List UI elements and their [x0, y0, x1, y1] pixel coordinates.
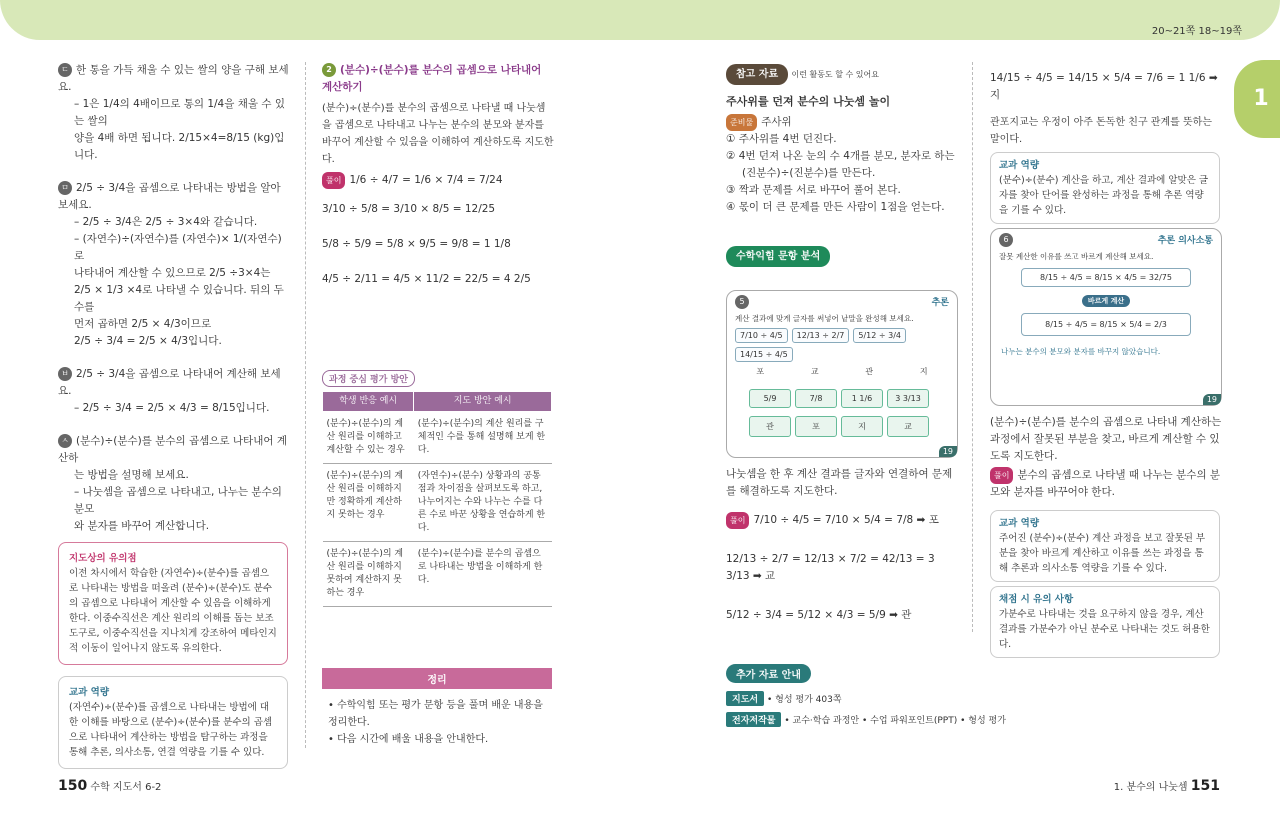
- competency-body: (자연수)÷(분수)를 곱셈으로 나타내는 방법에 대한 이해를 바탕으로 (분수)÷(분수)를 분수의 곱셈으로 나타내어 계산하는 방법을 탐구하는 과정을 통해 추론, 의사소통, 연결 역량을 기를 수 있다.: [69, 702, 273, 758]
- solution-label: 풀이: [726, 512, 749, 529]
- step: ④ 몫이 더 큰 문제를 만든 사람이 1점을 얻는다.: [726, 201, 945, 213]
- expression-chip: 5/12 ÷ 3/4: [853, 328, 906, 343]
- solution-label: 풀이: [322, 172, 345, 189]
- competency-body: (분수)÷(분수) 계산을 하고, 계산 결과에 알맞은 글자를 찾아 단어를 완성하는 과정을 통해 추론 역량을 기를 수 있다.: [999, 175, 1209, 216]
- exercise-desc: 나눗셈을 한 후 계산 결과를 글자와 연결하여 문제를 해결하도록 지도한다.: [726, 468, 953, 497]
- mid-column: [322, 62, 554, 288]
- competency-box: [990, 510, 1220, 582]
- answer-line: – 2/5 ÷ 3/4은 2/5 ÷ 3×4와 같습니다.: [74, 216, 258, 228]
- extra-item: • 교수·학습 과정안 • 수업 파워포인트(PPT) • 형성 평가: [784, 716, 1006, 726]
- expression-chip: 7/10 ÷ 4/5: [735, 328, 788, 343]
- solution-label: 풀이: [990, 467, 1013, 484]
- table-cell: (분수)÷(분수)의 계산 원리를 이해하지만 정확하게 계산하지 못하는 경우: [323, 464, 414, 542]
- question-text-cont: 는 방법을 설명해 보세요.: [74, 469, 189, 481]
- grading-box: [990, 586, 1220, 658]
- value-chip: 7/8: [795, 389, 837, 408]
- chapter-tab: 1: [1234, 60, 1280, 138]
- footer-right: [1114, 778, 1220, 794]
- right-column-2: [990, 70, 1222, 148]
- extra-tag: 지도서: [726, 691, 764, 706]
- equation: 14/15 ÷ 4/5 = 14/15 × 5/4 = 7/6 = 1 1/6 ➡ 지: [990, 72, 1218, 101]
- extra-title: 추가 자료 안내: [726, 664, 811, 683]
- step: (진분수)÷(진분수)를 만든다.: [742, 167, 876, 179]
- question-mark: ㅁ: [58, 181, 72, 195]
- lesson-desc: (분수)÷(분수)를 분수의 곱셈으로 나타낼 때 나눗셈을 곱셈으로 나타내고 나누는 분수의 분모와 분자를 바꾸어 계산할 수 있음을 이해하여 계산하도록 지도한다.: [322, 103, 554, 165]
- equation: 3/10 ÷ 5/8 = 3/10 × 8/5 = 12/25: [322, 203, 496, 215]
- value-chip: 3 3/13: [887, 389, 929, 408]
- letter: 지: [919, 367, 928, 376]
- summary-item: • 다음 시간에 배울 내용을 안내한다.: [328, 734, 489, 745]
- wrong-calc: 8/15 ÷ 4/5 = 8/15 × 4/5 = 32/75: [1021, 268, 1191, 287]
- meaning: 관포지교는 우정이 아주 돈독한 친구 관계를 뜻하는 말이다.: [990, 117, 1212, 145]
- question-mark: ㅂ: [58, 367, 72, 381]
- expression-chip: 14/15 ÷ 4/5: [735, 347, 793, 362]
- letter: 포: [756, 367, 765, 376]
- answer-line: 나타내어 계산할 수 있으므로 2/5 ÷3×4는: [74, 267, 271, 279]
- table-cell: (분수)÷(분수)의 계산 원리를 이해하고 계산할 수 있는 경우: [323, 412, 414, 464]
- assessment-section: [322, 370, 554, 607]
- table-row: [323, 412, 552, 464]
- answer-line: 와 분자를 바꾸어 계산합니다.: [74, 520, 210, 532]
- competency-box: [990, 152, 1220, 224]
- summary-item: • 수학익힘 또는 평가 문항 등을 풀며 배운 내용을 정리한다.: [328, 700, 543, 728]
- card-tag: 추론: [931, 298, 949, 308]
- lesson-title: (분수)÷(분수)를 분수의 곱셈으로 나타내어 계산하기: [322, 64, 542, 93]
- answer-line: – (자연수)÷(자연수)를 (자연수)× 1/(자연수)로: [74, 233, 282, 262]
- exercise-desc: (분수)÷(분수)를 분수의 곱셈으로 나타내 계산하는 과정에서 잘못된 부분을 찾고, 바르게 계산할 수 있도록 지도한다.: [990, 416, 1222, 462]
- question-g: [58, 433, 290, 535]
- chapter-title: 1. 분수의 나눗셈: [1113, 782, 1188, 793]
- note-title: 지도상의 유의점: [69, 553, 137, 564]
- right-calc: 8/15 ÷ 4/5 = 8/15 × 5/4 = 2/3: [1021, 313, 1191, 336]
- answer-chip: 관: [749, 416, 791, 437]
- book-title: 수학 지도서 6-2: [90, 782, 162, 793]
- grading-body: 가분수로 나타내는 것을 요구하지 않을 경우, 계산 결과를 가분수가 아닌 분수로 나타내는 것도 허용한다.: [999, 609, 1210, 650]
- extra-item: • 형성 평가 403쪽: [766, 695, 842, 705]
- extra-tag: 전자저작물: [726, 712, 781, 727]
- equation: 5/12 ÷ 3/4 = 5/12 × 4/3 = 5/9 ➡ 관: [726, 609, 912, 621]
- card-tag: 의사소통: [1178, 236, 1213, 246]
- competency-title: 교과 역량: [999, 518, 1040, 529]
- exercise-card-6: [990, 228, 1222, 406]
- summary-title: 정리: [322, 668, 552, 689]
- card-number: 5: [735, 295, 749, 309]
- top-band: [0, 0, 1280, 40]
- letter: 교: [810, 367, 819, 376]
- footer-left: [58, 778, 161, 794]
- answer-line: 먼저 곱하면 2/5 × 4/3이므로: [74, 318, 212, 330]
- answer-chip: 지: [841, 416, 883, 437]
- prep-label: 준비물: [726, 114, 757, 131]
- reason: 나누는 분수의 분모와 분자를 바꾸지 않았습니다.: [1001, 347, 1161, 356]
- table-header: 지도 방안 예시: [414, 392, 552, 412]
- page-number: 150: [58, 778, 88, 794]
- answer-line: 양을 4배 하면 됩니다. 2/15×4=8/15 (kg)입니다.: [74, 132, 285, 161]
- right-column-1-lower: [726, 466, 958, 624]
- competency-body: 주어진 (분수)÷(분수) 계산 과정을 보고 잘못된 부분을 찾아 바르게 계산하고 이유를 쓰는 과정을 통해 추론과 의사소통 역량을 기를 수 있다.: [999, 533, 1206, 574]
- competency-box: [58, 676, 288, 769]
- answer-line: 2/5 × 1/3 ×4로 나타낼 수 있습니다. 뒤의 두 수를: [74, 284, 284, 313]
- extra-materials: [726, 664, 1226, 727]
- question-d: [58, 62, 290, 164]
- table-header: 학생 반응 예시: [323, 392, 414, 412]
- question-mark: ㅅ: [58, 434, 72, 448]
- answer-line: – 나눗셈을 곱셈으로 나타내고, 나누는 분수의 분모: [74, 486, 282, 515]
- question-text: 2/5 ÷ 3/4을 곱셈으로 나타내는 방법을 알아보세요.: [58, 182, 281, 211]
- summary-section: [322, 668, 552, 748]
- table-row: [323, 464, 552, 542]
- value-chip: 1 1/6: [841, 389, 883, 408]
- step: ③ 짝과 문제를 서로 바꾸어 풀어 본다.: [726, 184, 901, 196]
- right-column-1: [726, 64, 958, 267]
- table-cell: (자연수)÷(분수) 상황과의 공통점과 차이점을 살펴보도록 하고, 나누어지는 수와 나누는 수를 다른 수로 바꾼 상황을 연습하게 한다.: [414, 464, 552, 542]
- answer-line: – 2/5 ÷ 3/4 = 2/5 × 4/3 = 8/15입니다.: [74, 402, 270, 414]
- answer-chip: 교: [887, 416, 929, 437]
- letter: 관: [865, 367, 874, 376]
- answer-chip: 포: [795, 416, 837, 437]
- table-cell: (분수)÷(분수)를 분수의 곱셈으로 나타내는 방법을 이해하게 한다.: [414, 542, 552, 607]
- analysis-title: 수학익힘 문항 분석: [726, 246, 830, 267]
- note-body: 이전 차시에서 학습한 (자연수)÷(분수)를 곱셈으로 나타내는 방법을 떠올려 (분수)÷(분수)도 분수의 곱셈으로 나타내어 계산할 수 있음을 이해하게 한다. 이중수직선은 계산 원리의 이해를 돕는 보조 도구로, 이중수직선을 지나치게 강조하여 메타인지적 이동이 일어나지 않도록 유의한다.: [69, 568, 277, 654]
- table-cell: (분수)÷(분수)의 계산 원리를 구체적인 수를 통해 설명해 보게 한다.: [414, 412, 552, 464]
- competency-title: 교과 역량: [999, 160, 1040, 171]
- table-cell: (분수)÷(분수)의 계산 원리를 이해하지 못하여 계산하지 못하는 경우: [323, 542, 414, 607]
- value-chip: 5/9: [749, 389, 791, 408]
- page-number: 151: [1190, 778, 1220, 794]
- step: ② 4번 던져 나온 눈의 수 4개를 분모, 분자로 하는: [726, 150, 955, 162]
- prep-text: 주사위: [761, 116, 792, 128]
- divider: [305, 62, 306, 748]
- equation: 1/6 ÷ 4/7 = 1/6 × 7/4 = 7/24: [349, 174, 503, 186]
- answer-line: – 1은 1/4의 4배이므로 통의 1/4을 채울 수 있는 쌀의: [74, 98, 285, 127]
- fix-button: 바르게 계산: [1082, 295, 1130, 307]
- competency-title: 교과 역량: [69, 687, 110, 698]
- reference-subtitle: 이런 활동도 할 수 있어요: [791, 70, 879, 79]
- expression-chip: 12/13 ÷ 2/7: [792, 328, 850, 343]
- exercise-card-5: [726, 290, 958, 458]
- guidance-note: [58, 542, 288, 665]
- question-f: [58, 366, 290, 417]
- question-text: 한 통을 가득 채울 수 있는 쌀의 양을 구해 보세요.: [58, 64, 289, 93]
- card-number: 6: [999, 233, 1013, 247]
- assessment-tag: 과정 중심 평가 방안: [322, 370, 415, 387]
- card-instruction: 계산 결과에 맞게 글자를 써넣어 낱말을 완성해 보세요.: [735, 314, 914, 323]
- assessment-table: [322, 391, 552, 607]
- page-badge: 19: [939, 446, 957, 457]
- solution-text: 분수의 곱셈으로 나타낼 때 나누는 분수의 분모와 분자를 바꾸어야 한다.: [990, 469, 1221, 498]
- page-reference: 20~21쪽 18~19쪽: [1151, 26, 1242, 37]
- page-badge: 19: [1203, 394, 1221, 405]
- lesson-number: 2: [322, 63, 336, 77]
- question-e: [58, 180, 290, 350]
- equation: 4/5 ÷ 2/11 = 4/5 × 11/2 = 22/5 = 4 2/5: [322, 273, 531, 285]
- equation: 7/10 ÷ 4/5 = 7/10 × 5/4 = 7/8 ➡ 포: [753, 514, 939, 526]
- answer-line: 2/5 ÷ 3/4 = 2/5 × 4/3입니다.: [74, 335, 222, 347]
- table-row: [323, 542, 552, 607]
- reference-title: 참고 자료: [726, 64, 788, 85]
- divider: [972, 62, 973, 632]
- equation: 5/8 ÷ 5/9 = 5/8 × 9/5 = 9/8 = 1 1/8: [322, 238, 511, 250]
- card-tag: 추론: [1157, 236, 1176, 246]
- grading-title: 채점 시 유의 사항: [999, 594, 1074, 605]
- right-column-2-lower: [990, 414, 1222, 501]
- question-text: 2/5 ÷ 3/4을 곱셈으로 나타내어 계산해 보세요.: [58, 368, 281, 397]
- left-column: [58, 62, 290, 539]
- question-text: (분수)÷(분수)를 분수의 곱셈으로 나타내어 계산하: [58, 435, 287, 464]
- activity-title: 주사위를 던져 분수의 나눗셈 놀이: [726, 95, 891, 108]
- equation: 12/13 ÷ 2/7 = 12/13 × 7/2 = 42/13 = 3 3/13 ➡ 교: [726, 553, 935, 582]
- step: ① 주사위를 4번 던진다.: [726, 133, 837, 145]
- card-instruction: 잘못 계산한 이유를 쓰고 바르게 계산해 보세요.: [999, 252, 1154, 261]
- question-mark: ㄷ: [58, 63, 72, 77]
